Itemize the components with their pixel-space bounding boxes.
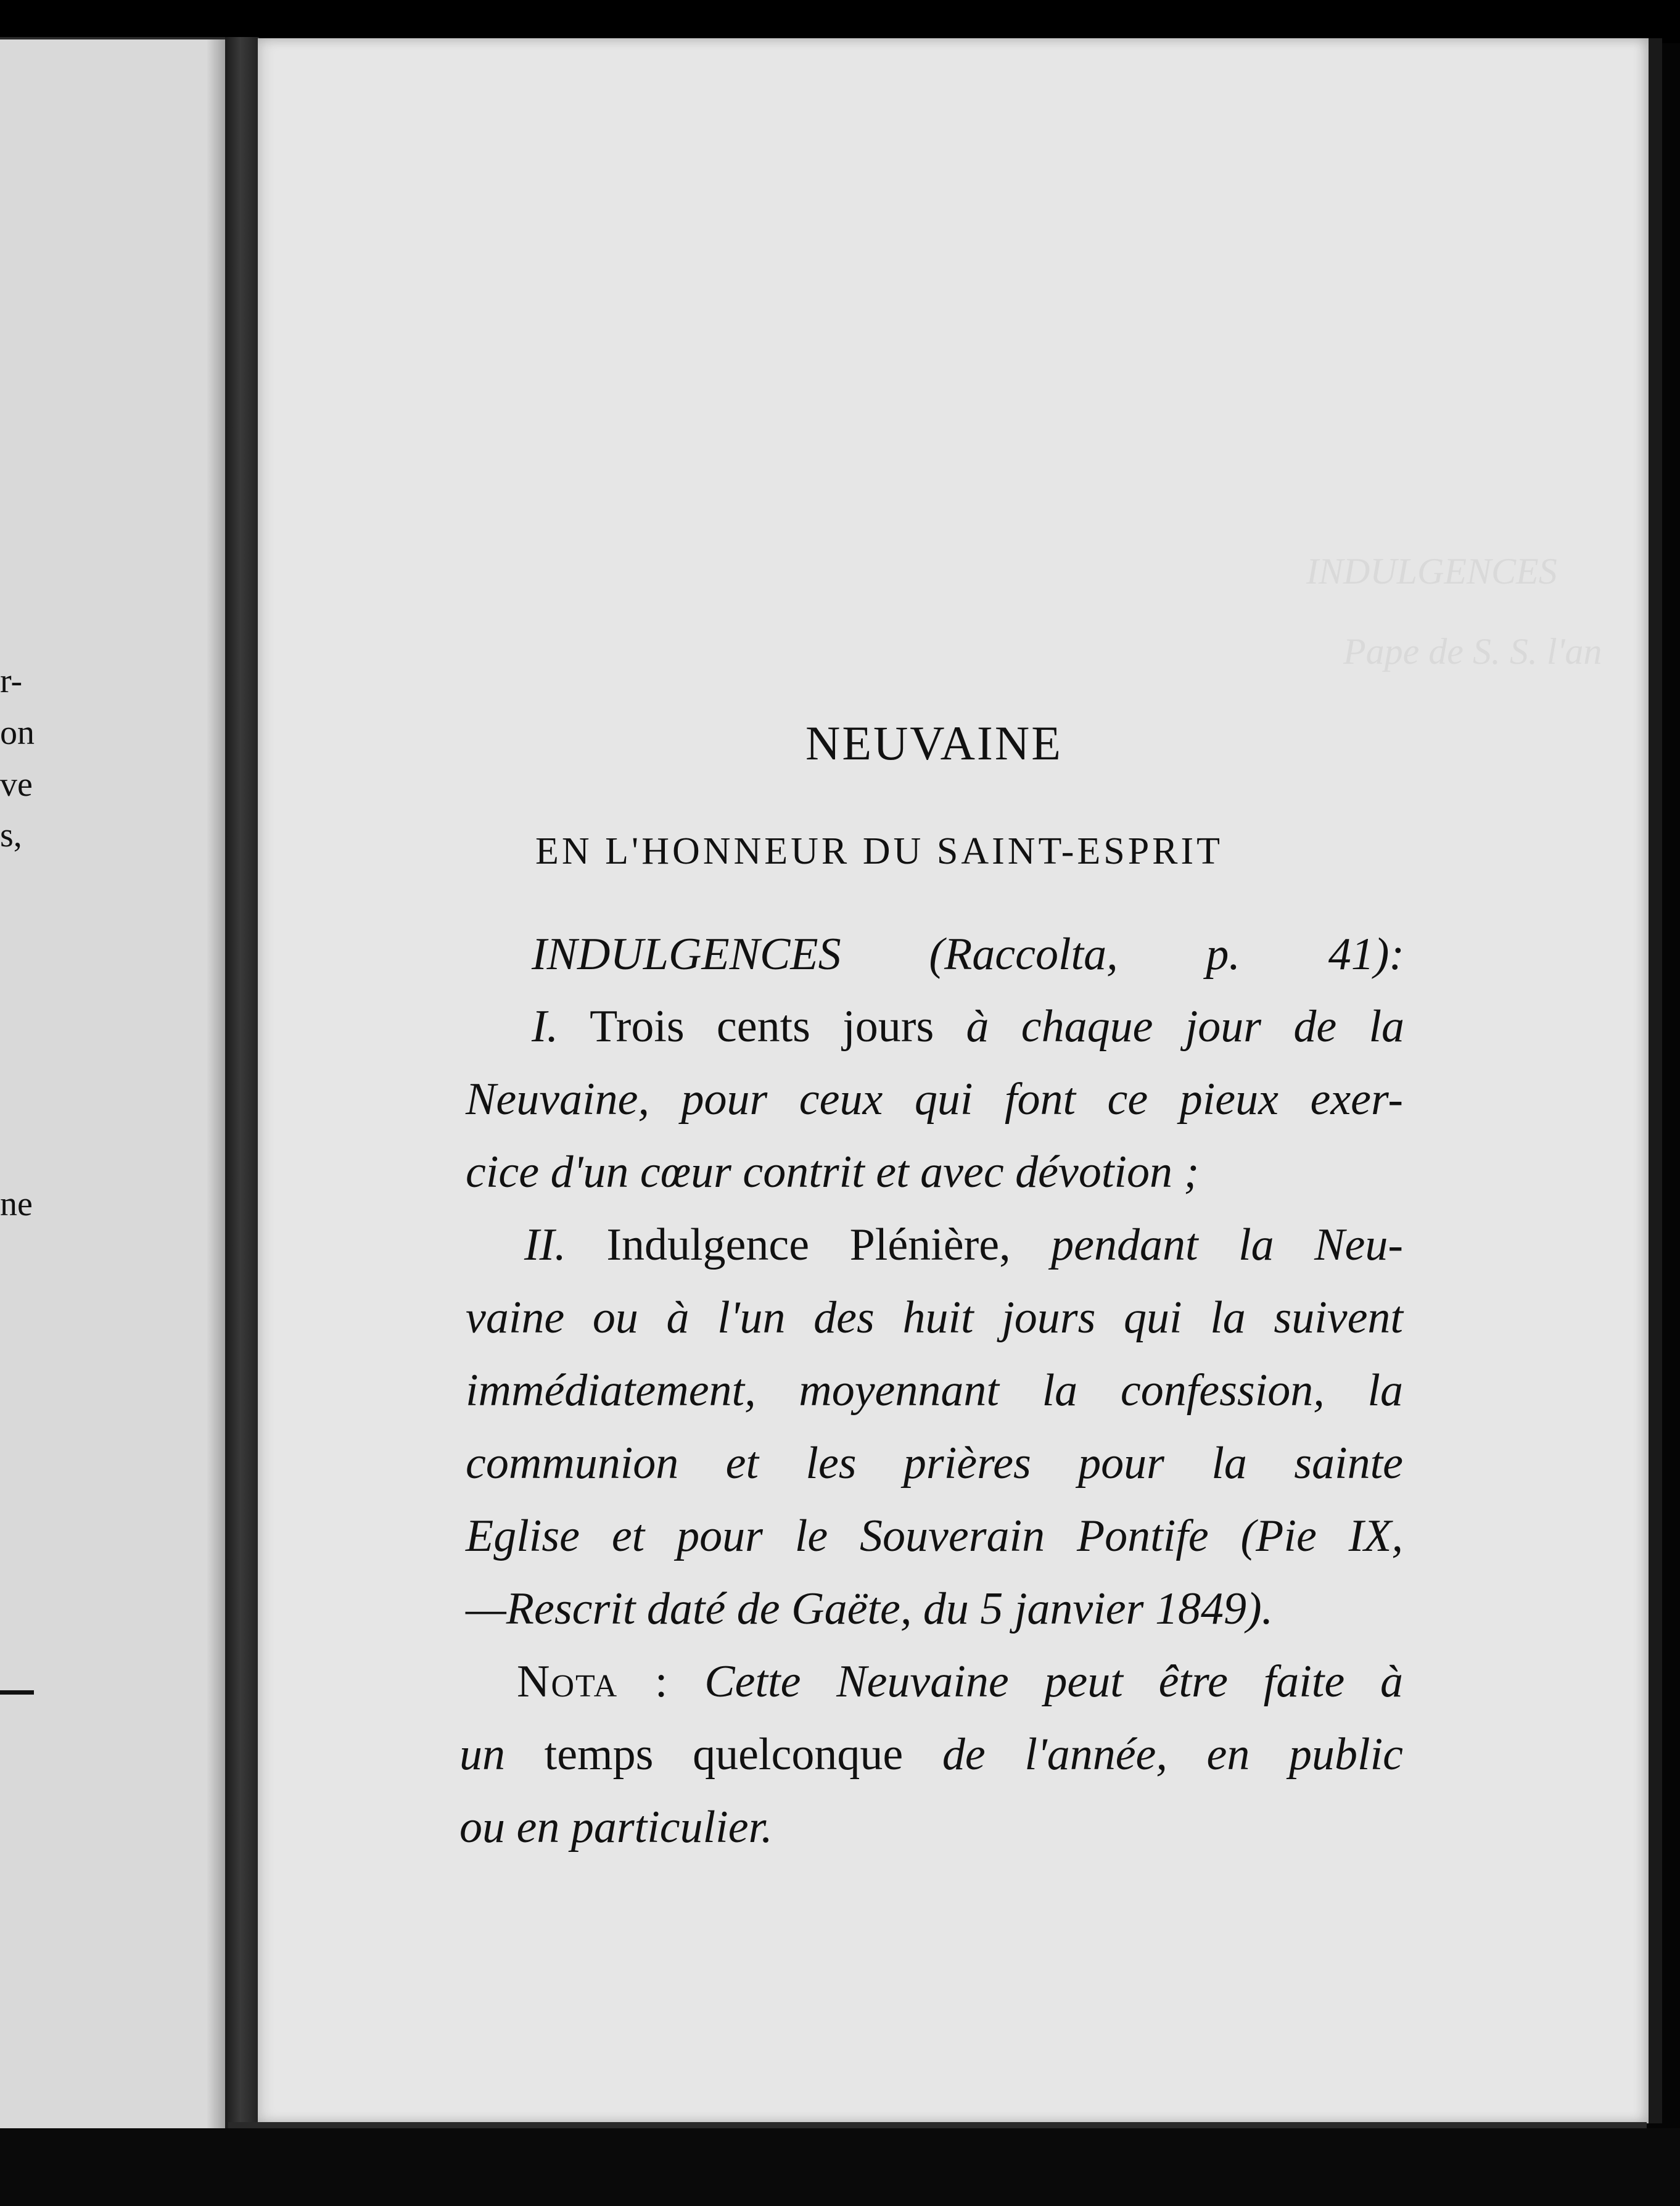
- item-1-line-3: cice d'un cœur contrit et avec dévotion ;: [466, 1147, 1200, 1197]
- item-1-line-1: [532, 1001, 1404, 1053]
- left-page-fragment: s,: [0, 816, 22, 854]
- nota-text-end: de l'année, en public: [942, 1729, 1404, 1780]
- nota-label: Nota :: [517, 1656, 669, 1707]
- nota-text: Cette Neuvaine peut être faite à: [704, 1656, 1403, 1707]
- fold-shadow: [207, 39, 225, 2149]
- left-page-fragment: r-: [0, 662, 23, 700]
- show-through-text: INDULGENCES: [1306, 551, 1557, 592]
- nota-text-roman: temps quelconque: [544, 1729, 904, 1780]
- indulgences-heading: [532, 928, 1404, 981]
- show-through-text: Pape de S. S. l'an: [1343, 631, 1602, 672]
- item-2-lead: Indulgence Plénière,: [606, 1220, 1011, 1270]
- left-page-fragment: ve: [0, 766, 33, 804]
- indulgences-reference: (Raccolta, p. 41):: [929, 929, 1404, 980]
- item-2-line-4: communion et les prières pour la sainte: [466, 1438, 1403, 1489]
- left-page-fragment: ne: [0, 1185, 33, 1223]
- page-subtitle: EN L'HONNEUR DU SAINT-ESPRIT: [535, 830, 1224, 872]
- nota-line-2: [459, 1729, 1403, 1781]
- book-gutter: [225, 37, 259, 2147]
- item-2-line-1: [524, 1219, 1403, 1271]
- page-title: NEUVAINE: [805, 716, 1063, 770]
- indulgences-label: INDULGENCES: [532, 929, 841, 980]
- item-1-lead: Trois cents jours: [590, 1001, 934, 1052]
- bottom-dark-band: [0, 2128, 1680, 2206]
- item-2-line-5: Eglise et pour le Souverain Pontife (Pie IX,: [466, 1511, 1403, 1561]
- nota-line-1: [517, 1656, 1403, 1708]
- item-2-line-6: —Rescrit daté de Gaëte, du 5 janvier 1849).: [466, 1584, 1274, 1634]
- item-2-line-3: immédiatement, moyennant la confession, la: [466, 1365, 1403, 1416]
- left-facing-page: [0, 37, 225, 2149]
- nota-line-3: ou en particulier.: [459, 1802, 773, 1853]
- item-1-numeral: I.: [532, 1001, 559, 1052]
- item-2-text: pendant la Neu-: [1051, 1220, 1404, 1270]
- left-page-rule: [0, 1690, 34, 1695]
- item-2-numeral: II.: [524, 1220, 566, 1270]
- nota-text-start: un: [459, 1729, 505, 1780]
- left-page-fragment: on: [0, 714, 35, 752]
- item-2-line-2: vaine ou à l'un des huit jours qui la suivent: [466, 1292, 1403, 1343]
- item-1-text: à chaque jour de la: [966, 1001, 1404, 1052]
- item-1-line-2: Neuvaine, pour ceux qui font ce pieux exer-: [466, 1074, 1403, 1125]
